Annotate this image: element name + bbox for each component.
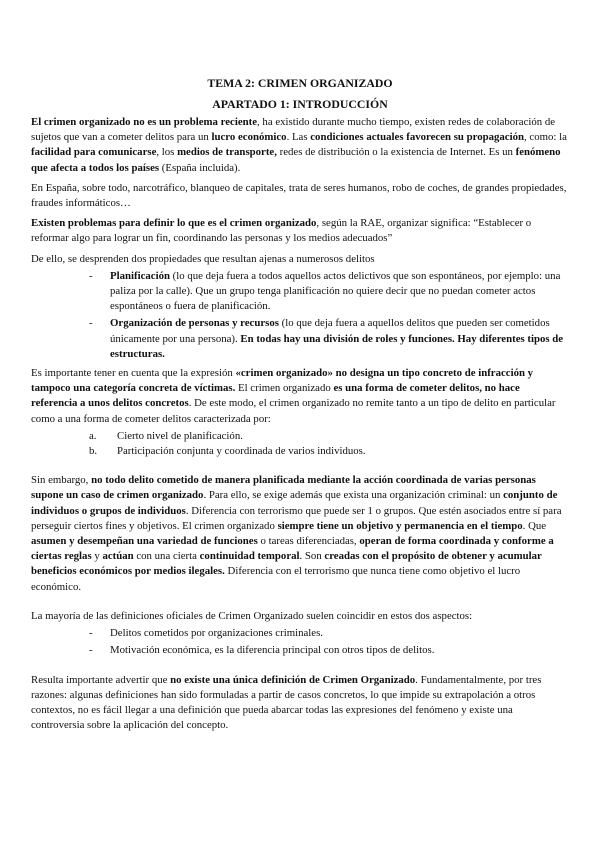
- bold-text: operan de forma coordinada y conforme a ciertas reglas: [31, 535, 554, 563]
- bold-text: lucro económico: [211, 131, 287, 144]
- list-item: [31, 444, 568, 459]
- text-run: Resulta importante advertir que: [31, 673, 171, 686]
- text-run: . Para ello, se exige además que exista una organización criminal: un: [203, 489, 504, 502]
- bold-text: En todas hay una división de roles y funciones. Hay diferentes tipos de estructuras.: [110, 332, 564, 360]
- text-run: , los: [156, 146, 178, 159]
- bold-text: actúan: [102, 550, 134, 563]
- aspects-list: [31, 626, 568, 658]
- list-item: [31, 316, 568, 362]
- paragraph-definition-problems: [31, 216, 568, 246]
- text-run: y: [91, 550, 103, 563]
- section-heading: APARTADO 1: INTRODUCCIÓN: [212, 97, 388, 111]
- list-item: - Delitos cometidos por organizaciones criminales.: [31, 626, 568, 641]
- text-run: (España incluida).: [159, 161, 241, 174]
- bold-text: siempre tiene un objetivo y permanencia en el tiempo: [277, 519, 523, 532]
- text-run: con una cierta: [133, 550, 200, 563]
- bold-text: Planificación: [110, 269, 170, 282]
- list-marker: b.: [89, 445, 98, 458]
- text-run: . Son: [299, 550, 325, 563]
- bold-text: medios de transporte,: [177, 146, 277, 159]
- bold-text: conjunto de individuos o grupos de individuos: [31, 489, 558, 517]
- text-run: . Las: [286, 131, 311, 144]
- text-run: , ha existido durante mucho tiempo, existen redes de colaboración de sujetos que van a cometer delitos para un: [31, 116, 556, 144]
- bold-text: El crimen organizado no es un problema reciente: [31, 116, 258, 128]
- text-run: Diferencia con el terrorismo que nunca tiene como objetivo el lucro económico.: [31, 565, 521, 593]
- paragraph-no-single-definition: [31, 673, 568, 734]
- text-run: , como: la: [524, 131, 567, 144]
- list-item: - Motivación económica, es la diferencia principal con otros tipos de delitos.: [31, 643, 568, 658]
- bold-text: Organización de personas y recursos: [110, 317, 279, 330]
- text-run: . De este modo, el crimen organizado no remite tanto a un tipo de delito en particular como a una forma de cometer delitos caracterizada por:: [31, 397, 556, 425]
- text-run: Es importante tener en cuenta que la expresión: [31, 367, 236, 380]
- bold-text: asumen y desempeñan una variedad de funciones: [31, 535, 258, 548]
- paragraph-spain: En España, sobre todo, narcotráfico, blanqueo de capitales, trata de seres humanos, robo de coches, de grandes propiedades, fraudes informáticos…: [31, 181, 567, 210]
- paragraph-definitions: La mayoría de las definiciones oficiales de Crimen Organizado suelen coincidir en estos dos aspectos:: [31, 609, 473, 622]
- text-run: Sin embargo,: [31, 474, 92, 487]
- bold-text: condiciones actuales favorecen su propagación: [310, 131, 524, 144]
- paragraph-expression: [31, 366, 568, 427]
- text-run: . Diferencia con terrorismo que puede ser 1 o grupos. Que estén asociados entre sí para perseguir ciertos fines y objetivos. El crimen organizado: [31, 504, 562, 532]
- document-body: [31, 115, 568, 738]
- text-run: (lo que deja fuera a todos aquellos actos delictivos que son espontáneos, por ejemplo: una paliza por la calle). Que un grupo tenga planificación no quiere decir que no puedan cometer actos espontáneos o fuera de planificación.: [110, 269, 561, 313]
- text-run: El crimen organizado: [235, 382, 334, 395]
- text-run: redes de distribución o la existencia de Internet. Es un: [276, 146, 516, 159]
- text-run: Cierto nivel de planificación.: [117, 429, 243, 442]
- text-run: Participación conjunta y coordinada de varios individuos.: [117, 445, 366, 458]
- text-run: (lo que deja fuera a aquellos delitos que pueden ser cometidos únicamente por una persona).: [110, 317, 550, 345]
- bold-text: creadas con el propósito de obtener y acumular beneficios económicos por medios ilegales.: [31, 550, 542, 578]
- bold-text: «crimen organizado» no designa un tipo concreto de infracción y tampoco una categoría concreta de víctimas.: [31, 367, 534, 395]
- list-item: [31, 269, 568, 315]
- text-run: . Que: [522, 519, 547, 532]
- characteristics-list: [31, 429, 568, 459]
- bold-text: no existe una única definición de Crimen Organizado: [170, 673, 416, 686]
- paragraph-properties: De ello, se desprenden dos propiedades que resultan ajenas a numerosos delitos: [31, 252, 375, 265]
- bold-text: fenómeno que afecta a todos los países: [31, 146, 561, 174]
- bold-text: facilidad para comunicarse: [31, 146, 157, 159]
- paragraph-intro: [31, 115, 568, 176]
- list-item: [31, 429, 568, 444]
- bold-text: es una forma de cometer delitos, no hace referencia a unos delitos concretos: [31, 382, 520, 410]
- bold-text: no todo delito cometido de manera planificada mediante la acción coordinada de varias personas supone un caso de crimen organizado: [31, 474, 536, 502]
- document-title: TEMA 2: CRIMEN ORGANIZADO: [207, 76, 393, 90]
- properties-list: [31, 269, 568, 362]
- bold-text: continuidad temporal: [199, 550, 300, 563]
- text-run: , según la RAE, organizar significa: “Establecer o reformar algo para lograr un fin, coordinando las personas y los medios adecuados”: [31, 217, 532, 245]
- bold-text: Existen problemas para definir lo que es el crimen organizado: [31, 217, 317, 230]
- paragraph-organization: [31, 473, 568, 595]
- text-run: o tareas diferenciadas,: [257, 535, 360, 548]
- list-marker: a.: [89, 429, 97, 442]
- text-run: . Fundamentalmente, por tres razones: algunas definiciones han sido formuladas a partir de casos concretos, lo que impide su extrapolación a otros contextos, no es fácil llegar a una definición que pueda abarcar todas las expresiones del fenómeno y existe una controversia sobre la aplicación del concepto.: [31, 673, 542, 732]
